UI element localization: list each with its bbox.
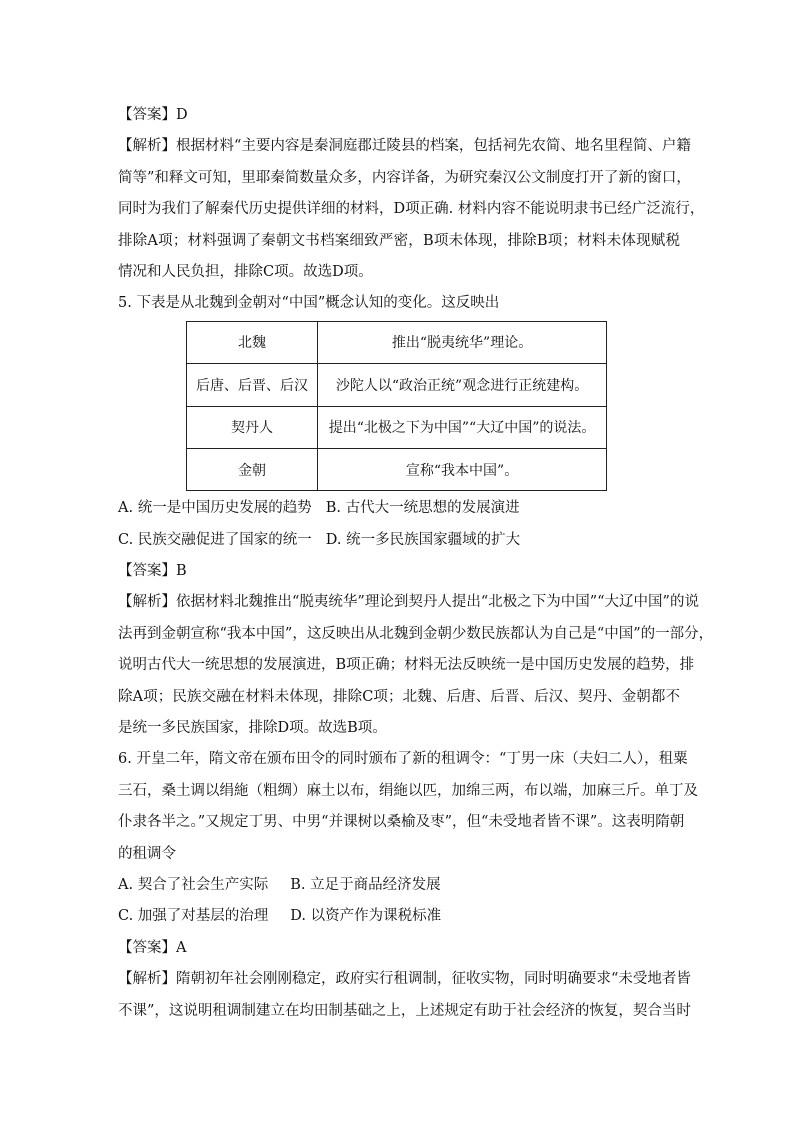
q5-stem: 5. 下表是从北魏到金朝对“中国”概念认知的变化。这反映出 xyxy=(118,295,500,312)
q5-analysis-line: 法再到金朝宣称“我本中国”，这反映出从北魏到金朝少数民族都认为自己是“中国”的一部分， xyxy=(118,625,714,642)
document-page xyxy=(118,100,714,1027)
q5-option-b: B. 古代大一统思想的发展演进 xyxy=(325,500,520,517)
q6-stem-line: 6. 开皇二年，隋文帝在颁布田令的同时颁布了新的租调令：“丁男一床（夫妇二人），租粟 xyxy=(118,751,688,768)
q5-answer: 【答案】B xyxy=(118,563,187,580)
table-cell-view: 沙陀人以“政治正统”观念进行正统建构。 xyxy=(318,364,607,406)
q6-option-a: A. 契合了社会生产实际 xyxy=(118,876,269,893)
q4-analysis-line: 情况和人民负担，排除C项。故选D项。 xyxy=(118,263,373,280)
q4-analysis-line: 【解析】根据材料“主要内容是秦洞庭郡迁陵县的档案，包括祠先农简、地名里程简、户籍 xyxy=(118,138,691,155)
q4-analysis-line: 简等”和释文可知，里耶秦简数量众多，内容详备，为研究秦汉公文制度打开了新的窗口， xyxy=(118,169,691,186)
q6-stem-line: 仆隶各半之。”又规定丁男、中男“并课树以桑榆及枣”，但“未受地者皆不课”。这表明隋朝 xyxy=(118,814,685,831)
q5-option-c: C. 民族交融促进了国家的统一 xyxy=(118,531,312,548)
q5-analysis-line: 除A项；民族交融在材料未体现，排除C项；北魏、后唐、后晋、后汉、契丹、金朝都不 xyxy=(118,688,680,705)
table-cell-period: 后唐、后晋、后汉 xyxy=(187,364,318,406)
q5-option-d: D. 统一多民族国家疆域的扩大 xyxy=(325,531,521,548)
table-row xyxy=(187,364,607,406)
q4-analysis-line: 排除A项；材料强调了秦朝文书档案细致严密，B项未体现，排除B项；材料未体现赋税 xyxy=(118,232,680,249)
q6-option-b: B. 立足于商品经济发展 xyxy=(290,876,441,893)
table-cell-period: 北魏 xyxy=(187,321,318,363)
q6-stem-line: 三石，桑土调以绢絁（粗绸）麻土以布，绢絁以匹，加绵三两，布以端，加麻三斤。单丁及 xyxy=(118,782,698,799)
table-cell-view: 推出“脱夷统华”理论。 xyxy=(318,321,607,363)
q5-options-row-1 xyxy=(118,493,680,524)
table-cell-view: 宣称“我本中国”。 xyxy=(318,448,607,490)
table-row xyxy=(187,321,607,363)
table-cell-view: 提出“北极之下为中国”“大辽中国”的说法。 xyxy=(318,406,607,448)
table-row xyxy=(187,448,607,490)
q5-option-a: A. 统一是中国历史发展的趋势 xyxy=(118,500,312,517)
q5-analysis-line: 【解析】依据材料北魏推出“脱夷统华”理论到契丹人提出“北极之下为中国”“大辽中国”的说 xyxy=(118,594,699,611)
q6-option-d: D. 以资产作为课税标准 xyxy=(290,908,442,925)
q6-option-c: C. 加强了对基层的治理 xyxy=(118,908,269,925)
table-row xyxy=(187,406,607,448)
q6-stem-line: 的租调令 xyxy=(118,845,176,862)
q6-analysis-line: 【解析】隋朝初年社会刚刚稳定，政府实行租调制，征收实物，同时明确要求“未受地者皆 xyxy=(118,971,691,988)
q6-answer: 【答案】A xyxy=(118,939,187,956)
q5-options-row-2 xyxy=(118,525,680,556)
q4-answer: 【答案】D xyxy=(118,107,188,123)
q6-options-row-1 xyxy=(118,870,680,901)
table-cell-period: 契丹人 xyxy=(187,406,318,448)
q5-analysis-line: 说明古代大一统思想的发展演进，B项正确；材料无法反映统一是中国历史发展的趋势，排 xyxy=(118,657,695,674)
q6-analysis-line: 不课”，这说明租调制建立在均田制基础之上，上述规定有助于社会经济的恢复，契合当时 xyxy=(118,1002,691,1019)
table-cell-period: 金朝 xyxy=(187,448,318,490)
q4-analysis-line: 同时为我们了解秦代历史提供详细的材料，D项正确. 材料内容不能说明隶书已经广泛流行， xyxy=(118,201,705,218)
q6-options-row-2 xyxy=(118,901,680,932)
q5-analysis-line: 是统一多民族国家，排除D项。故选B项。 xyxy=(118,720,387,737)
q5-table xyxy=(186,321,607,492)
